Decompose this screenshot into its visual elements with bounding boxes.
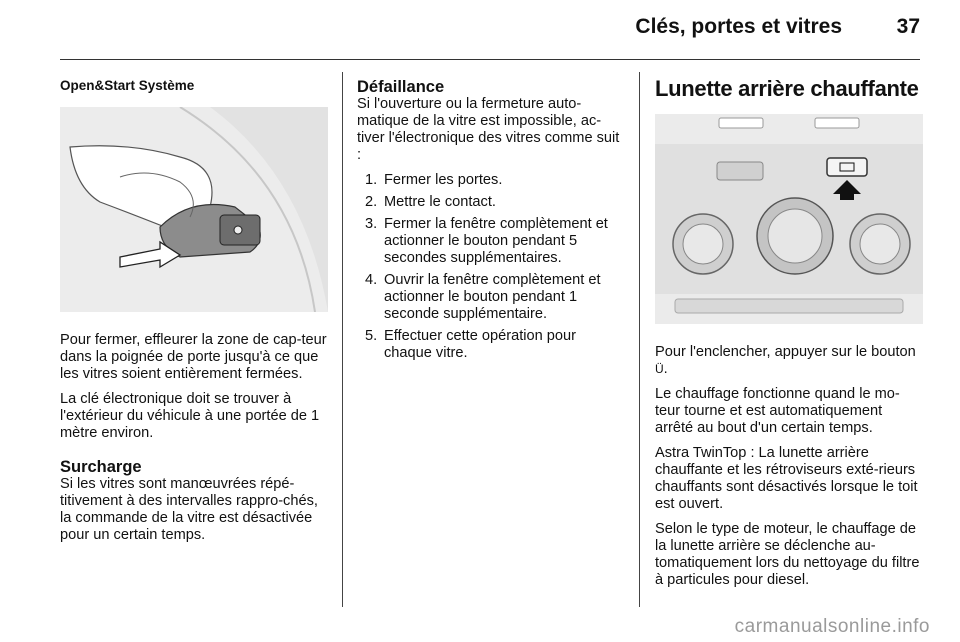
list-item: [357, 328, 625, 362]
column-open-start: [60, 72, 328, 552]
heading-lunette: Lunette arrière chauffante: [655, 76, 919, 101]
paragraph: La clé électronique doit se trouver à l'extérieur du véhicule à une portée de 1 mètre environ.: [60, 391, 320, 441]
paragraph-enclencher: [655, 344, 923, 378]
step-number: 5.: [365, 328, 378, 344]
page-number: 37: [896, 15, 920, 38]
paragraph: Selon le type de moteur, le chauffage de la lunette arrière se déclenche au-tomatiquement lors du nettoyage du filtre à particules pour diesel.: [655, 521, 920, 588]
column-divider: [639, 72, 640, 607]
door-handle-illustration: [60, 107, 328, 312]
paragraph: Si les vitres sont manœuvrées répé-titivement à des intervalles rappro-chés, la commande de la vitre est désactivée pour un certain temps.: [60, 476, 318, 543]
list-item: [357, 272, 625, 323]
header-title: Clés, portes et vitres: [635, 15, 842, 38]
header-rule: [60, 59, 920, 60]
climate-control-illustration: [655, 114, 923, 324]
column-divider: [342, 72, 343, 607]
step-text: Ouvrir la fenêtre complètement et actionner le bouton pendant 1 seconde supplémentaire.: [384, 272, 601, 322]
step-number: 3.: [365, 216, 378, 232]
section-title-open-start: Open&Start Système: [60, 78, 195, 93]
heading-defaillance: Défaillance: [357, 78, 445, 96]
rear-window-heater-icon: Ü: [655, 362, 664, 376]
paragraph: Pour fermer, effleurer la zone de cap-teur dans la poignée de porte jusqu'à ce que les vitres soient entièrement fermées.: [60, 332, 327, 382]
step-number: 2.: [365, 194, 378, 210]
paragraph: Le chauffage fonctionne quand le mo-teur tourne et est automatiquement arrêté au bout d'un certain temps.: [655, 386, 900, 436]
step-text: Fermer la fenêtre complètement et actionner le bouton pendant 5 secondes supplémentaires.: [384, 216, 608, 266]
step-text: Effectuer cette opération pour chaque vitre.: [384, 328, 577, 361]
step-number: 4.: [365, 272, 378, 288]
page-header: [0, 0, 960, 62]
step-text: Fermer les portes.: [384, 172, 503, 188]
heading-surcharge: Surcharge: [60, 458, 142, 476]
step-text: Mettre le contact.: [384, 194, 496, 210]
list-item: [357, 172, 625, 189]
steps-list: [357, 172, 625, 362]
paragraph-text: Pour l'enclencher, appuyer sur le bouton: [655, 344, 916, 360]
paragraph: Si l'ouverture ou la fermeture auto-matique de la vitre est impossible, ac-tiver l'électronique des vitres comme suit :: [357, 96, 620, 163]
column-defaillance: [357, 72, 625, 367]
step-number: 1.: [365, 172, 378, 188]
watermark: carmanualsonline.info: [734, 616, 930, 637]
column-lunette: [655, 72, 923, 597]
list-item: [357, 216, 625, 267]
paragraph: Astra TwinTop : La lunette arrière chauffante et les rétroviseurs exté-rieurs chauffants sont désactivés lorsque le toit est ouvert.: [655, 445, 918, 512]
list-item: [357, 194, 625, 211]
paragraph-text: .: [663, 361, 668, 377]
